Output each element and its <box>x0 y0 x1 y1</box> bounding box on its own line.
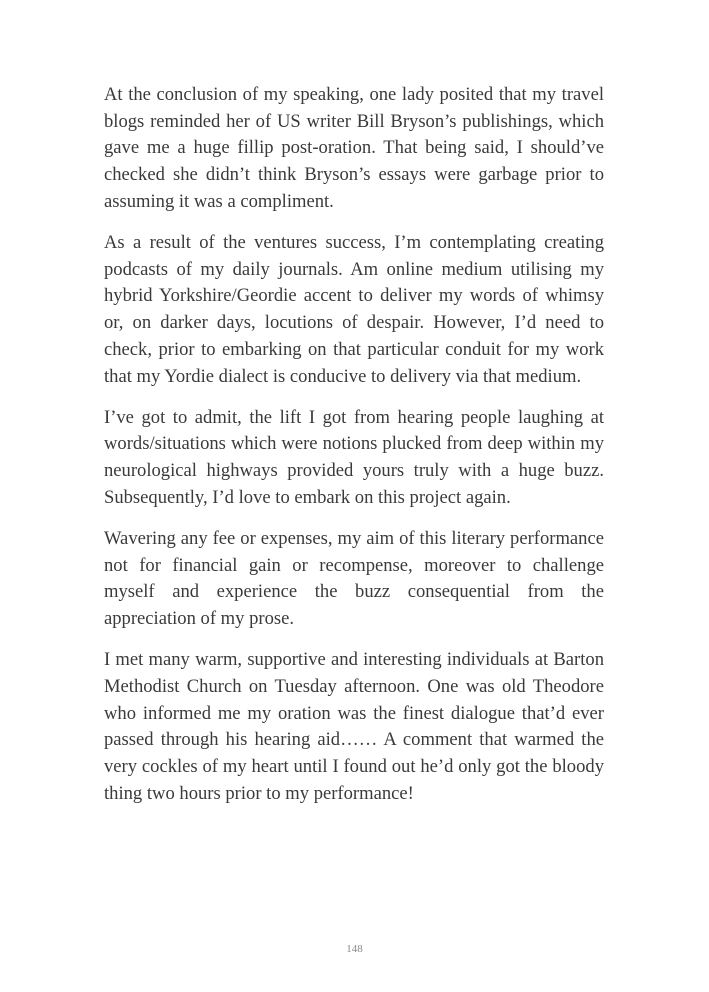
paragraph-podcasts: As a result of the ventures success, I’m contemplating creating podcasts of my daily journals. Am online medium utilising my hybrid Yorkshire/Geordie accent to deliver my words of whimsy or, on darker days, locutions of despair. However, I’d need to check, prior to embarking on that particular conduit for my work that my Yordie dialect is conducive to delivery via that medium. <box>104 232 604 387</box>
page-number: 148 <box>346 943 363 955</box>
paragraph-wavering-fee: Wavering any fee or expenses, my aim of this literary performance not for financial gain or recompense, moreover to challenge myself and experience the buzz consequential from the appreciation of my prose. <box>104 528 604 630</box>
paragraph-admit-lift: I’ve got to admit, the lift I got from hearing people laughing at words/situations which were notions plucked from deep within my neurological highways provided yours truly with a huge buzz. Subsequently, I’d love to embark on this project again. <box>104 406 604 508</box>
paragraph-speaking-conclusion: At the conclusion of my speaking, one lady posited that my travel blogs reminded her of US writer Bill Bryson’s publishings, which gave me a huge fillip post-oration. That being said, I should’ve checked she didn’t think Bryson’s essays were garbage prior to assuming it was a compliment. <box>104 84 604 212</box>
paragraph-barton-church: I met many warm, supportive and interesting individuals at Barton Methodist Church on Tuesday afternoon. One was old Theodore who informed me my oration was the finest dialogue that’d ever passed through his hearing aid…… A comment that warmed the very cockles of my heart until I found out he’d only got the bloody thing two hours prior to my performance! <box>104 649 604 804</box>
body-text <box>104 82 604 822</box>
